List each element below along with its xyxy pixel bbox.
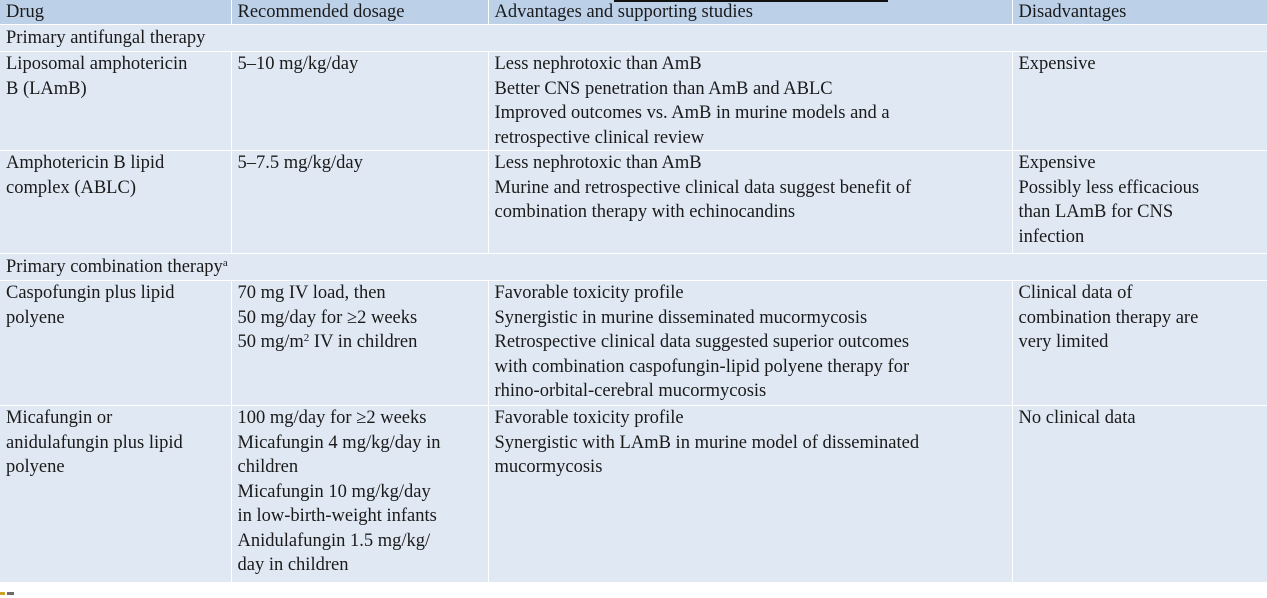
disadvantage-line: infection xyxy=(1018,226,1085,247)
dosage-line: in low-birth-weight infants xyxy=(237,506,437,526)
table-header-row xyxy=(0,0,1267,25)
drug-line: complex (ABLC) xyxy=(6,177,136,198)
disadvantage-line: than LAmB for CNS xyxy=(1018,202,1174,222)
dosage-line: 100 mg/day for ≥2 weeks xyxy=(237,408,427,428)
dosage-line: Micafungin 10 mg/kg/day xyxy=(237,481,431,502)
dosage-text: IV in children xyxy=(309,332,418,352)
table-row xyxy=(0,281,1267,406)
advantage-line: with combination caspofungin-lipid polyene therapy for xyxy=(494,356,910,377)
drug-cell xyxy=(0,52,231,151)
advantage-line: mucormycosis xyxy=(494,457,603,477)
table-row xyxy=(0,151,1267,254)
section-row-primary-combination xyxy=(0,254,1267,281)
advantages-cell xyxy=(488,406,1012,583)
dosage-text: 50 mg/m xyxy=(237,332,304,352)
dosage-line: 5–7.5 mg/kg/day xyxy=(237,153,363,173)
section-label-text: Primary combination therapy xyxy=(6,257,223,277)
dosage-line: 5–10 mg/kg/day xyxy=(237,54,359,74)
advantage-line: Less nephrotoxic than AmB xyxy=(494,153,702,173)
advantage-line: Favorable toxicity profile xyxy=(494,283,684,303)
advantages-cell xyxy=(488,151,1012,254)
disadvantage-line: combination therapy are xyxy=(1018,307,1199,328)
disadvantages-cell xyxy=(1012,406,1267,583)
dosage-line: day in children xyxy=(237,555,349,575)
drug-line: B (LAmB) xyxy=(6,78,87,99)
header-underline xyxy=(614,0,888,2)
header-dosage: Recommended dosage xyxy=(231,0,488,25)
dosage-line xyxy=(238,330,484,355)
dosage-line: 50 mg/day for ≥2 weeks xyxy=(237,307,418,328)
drug-line: Micafungin or xyxy=(6,408,113,428)
drug-line: Caspofungin plus lipid xyxy=(6,283,175,303)
section-row-primary-antifungal xyxy=(0,25,1267,52)
disadvantage-line: Expensive xyxy=(1018,153,1096,173)
drug-cell xyxy=(0,406,231,583)
dosage-line: children xyxy=(237,457,299,477)
disadvantage-line: No clinical data xyxy=(1018,408,1136,428)
superscript: 2 xyxy=(303,332,310,344)
drug-line: Liposomal amphotericin xyxy=(6,54,188,74)
dosage-line: 70 mg IV load, then xyxy=(237,283,386,303)
dosage-cell xyxy=(231,281,488,406)
header-disadvantages: Disadvantages xyxy=(1012,0,1267,25)
dosage-cell xyxy=(231,406,488,583)
advantage-line: combination therapy with echinocandins xyxy=(494,202,796,222)
dosage-line: Anidulafungin 1.5 mg/kg/ xyxy=(237,530,431,551)
disadvantage-line: Expensive xyxy=(1018,54,1096,74)
advantage-line: Murine and retrospective clinical data suggest benefit of xyxy=(494,177,912,198)
drug-line: polyene xyxy=(6,307,65,328)
drug-line: polyene xyxy=(6,457,65,477)
table-row xyxy=(0,52,1267,151)
dosage-line: Micafungin 4 mg/kg/day in xyxy=(237,432,441,453)
disadvantages-cell xyxy=(1012,281,1267,406)
disadvantages-cell xyxy=(1012,52,1267,151)
drug-line: Amphotericin B lipid xyxy=(6,153,165,173)
corner-mark xyxy=(0,592,14,598)
drug-line: anidulafungin plus lipid xyxy=(6,432,183,453)
drug-cell xyxy=(0,151,231,254)
dosage-cell xyxy=(231,52,488,151)
section-label: Primary antifungal therapy xyxy=(0,25,1267,52)
disadvantage-line: Clinical data of xyxy=(1018,283,1133,303)
advantage-line: retrospective clinical review xyxy=(494,127,705,148)
header-drug: Drug xyxy=(0,0,231,25)
advantage-line: Retrospective clinical data suggested superior outcomes xyxy=(494,332,910,352)
advantages-cell xyxy=(488,281,1012,406)
advantage-line: Favorable toxicity profile xyxy=(494,408,684,428)
advantage-line: rhino-orbital-cerebral mucormycosis xyxy=(494,381,767,401)
advantage-line: Better CNS penetration than AmB and ABLC xyxy=(494,78,833,99)
disadvantage-line: Possibly less efficacious xyxy=(1018,177,1200,198)
advantage-line: Improved outcomes vs. AmB in murine models and a xyxy=(494,103,890,123)
advantage-line: Less nephrotoxic than AmB xyxy=(494,54,702,74)
dosage-cell xyxy=(231,151,488,254)
advantage-line: Synergistic in murine disseminated mucormycosis xyxy=(494,307,868,328)
disadvantage-line: very limited xyxy=(1018,332,1109,352)
advantages-cell xyxy=(488,52,1012,151)
table-row xyxy=(0,406,1267,583)
section-label xyxy=(0,254,1267,281)
advantage-line: Synergistic with LAmB in murine model of disseminated xyxy=(494,432,920,453)
footnote-marker: a xyxy=(222,257,228,269)
disadvantages-cell xyxy=(1012,151,1267,254)
drug-cell xyxy=(0,281,231,406)
header-advantages: Advantages and supporting studies xyxy=(488,0,1012,25)
